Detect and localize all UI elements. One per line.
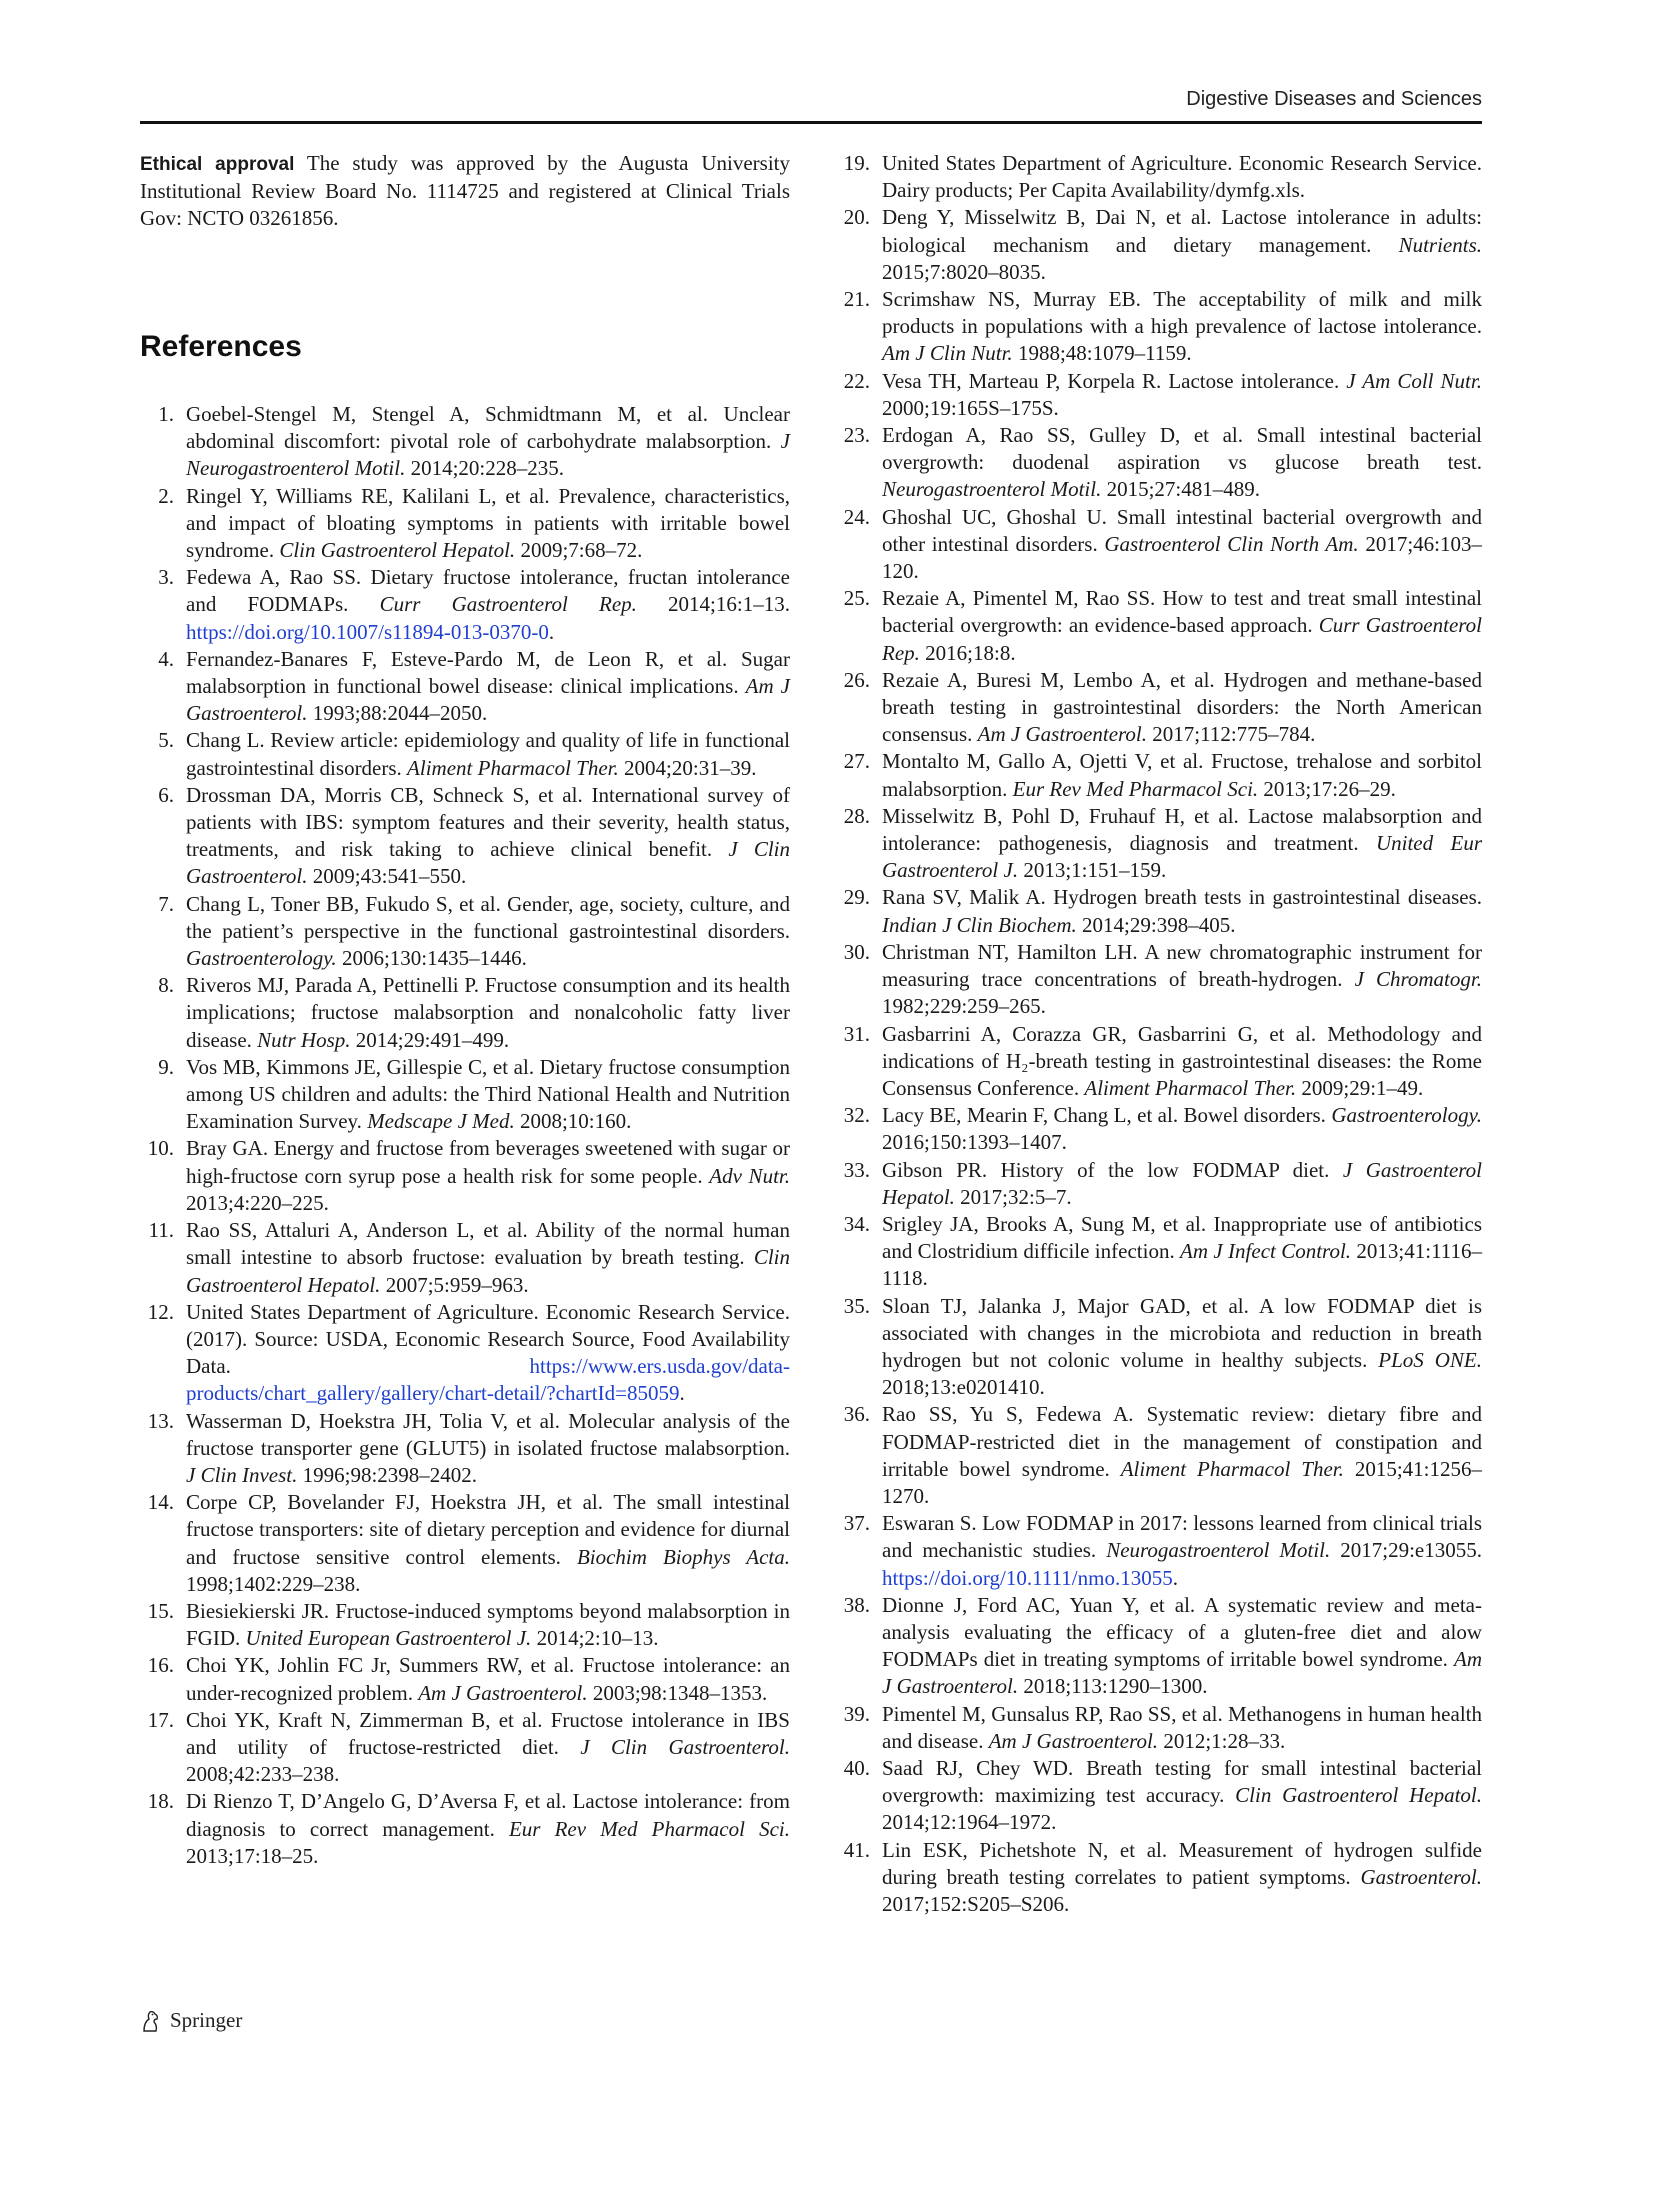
reference-authors-title: Bray GA. Energy and fructose from beverages sweetened with sugar or high-fructose corn syrup pose a health risk for some people. (186, 1136, 790, 1188)
reference-item (140, 646, 790, 728)
reference-end: . (679, 1381, 685, 1406)
reference-text (186, 1653, 790, 1704)
reference-link[interactable]: https://doi.org/10.1111/nmo.13055 (882, 1565, 1173, 1590)
reference-text (882, 885, 1482, 936)
reference-number: 21. (843, 287, 870, 312)
reference-number: 26. (843, 667, 870, 692)
reference-number: 23. (843, 423, 870, 448)
reference-text (186, 565, 790, 643)
reference-item (836, 1701, 1482, 1755)
reference-volume: 2013;1:151–159. (1018, 858, 1167, 883)
reference-number: 1. (158, 402, 174, 426)
reference-item (140, 727, 790, 781)
reference-journal: Clin Gastroenterol Hepatol. (279, 538, 516, 563)
reference-authors-title: Montalto M, Gallo A, Ojetti V, et al. Fructose, trehalose and sorbitol malabsorption. (882, 749, 1482, 801)
ethics-section (140, 150, 790, 233)
reference-volume: 2008;42:233–238. (186, 1762, 340, 1787)
reference-volume: 1993;88:2044–2050. (307, 701, 488, 726)
reference-authors-title: Chang L. Review article: epidemiology and quality of life in functional gastrointestinal disorders. (186, 728, 790, 780)
reference-number: 28. (843, 803, 870, 828)
reference-journal: Am J Gastroenterol. (988, 1728, 1159, 1753)
reference-authors-title: Fedewa A, Rao SS. Dietary fructose intolerance, fructan intolerance and FODMAPs. (186, 565, 790, 617)
reference-authors-title: Rao SS, Yu S, Fedewa A. Systematic review: dietary fibre and FODMAP-restricted diet in the management of constipation and irritable bowel syndrome. (882, 1402, 1482, 1481)
reference-authors-title: Vos MB, Kimmons JE, Gillespie C, et al. Dietary fructose consumption among US children and adults: the Third National Health and Nutrition Examination Survey. (186, 1054, 790, 1134)
reference-volume: 1982;229:259–265. (882, 994, 1046, 1019)
reference-authors-title: Saad RJ, Chey WD. Breath testing for small intestinal bacterial overgrowth: maximizing test accuracy. (882, 1755, 1482, 1808)
reference-volume: 2009;43:541–550. (307, 864, 467, 889)
reference-item (836, 422, 1482, 504)
reference-text (882, 423, 1482, 501)
reference-journal: Gastroenterol. (1360, 1864, 1482, 1889)
reference-item (836, 1211, 1482, 1293)
reference-text (882, 1158, 1482, 1209)
reference-volume: 2007;5:959–963. (380, 1272, 529, 1297)
references-heading: References (140, 330, 302, 363)
reference-item (836, 504, 1482, 586)
reference-item (836, 667, 1482, 749)
reference-item (140, 1652, 790, 1706)
reference-journal: Aliment Pharmacol Ther. (1084, 1075, 1297, 1100)
reference-volume: 2016;18:8. (919, 640, 1016, 665)
reference-volume: 2016;150:1393–1407. (882, 1130, 1067, 1155)
reference-text (186, 892, 790, 970)
reference-authors-title: Corpe CP, Bovelander FJ, Hoekstra JH, et al. The small intestinal fructose transporters: site of dietary perception and evidence for diurnal and fructose sensitive control elements. (186, 1490, 790, 1569)
references-list-left (140, 401, 790, 1870)
reference-volume: 2018;13:e0201410. (882, 1375, 1045, 1400)
references-list-right (836, 150, 1482, 1918)
reference-number: 30. (843, 939, 870, 964)
reference-item (836, 585, 1482, 667)
reference-authors-title: Choi YK, Kraft N, Zimmerman B, et al. Fructose intolerance in IBS and utility of fructose-restricted diet. (186, 1707, 790, 1759)
reference-number: 41. (843, 1837, 870, 1862)
reference-volume: 2013;4:220–225. (186, 1190, 329, 1215)
footer-publisher: Springer (170, 2008, 243, 2032)
reference-volume: 2014;29:398–405. (1076, 912, 1236, 937)
reference-number: 10. (147, 1136, 174, 1161)
ethics-paragraph (140, 150, 790, 233)
ethics-heading: Ethical approval (140, 154, 295, 175)
reference-volume: 2017;32:5–7. (954, 1184, 1072, 1209)
reference-item (836, 939, 1482, 1021)
reference-journal: Eur Rev Med Pharmacol Sci. (508, 1816, 790, 1841)
reference-journal: Am J Infect Control. (1180, 1239, 1352, 1264)
reference-journal: Am J Clin Nutr. (882, 341, 1013, 366)
reference-authors-title: Erdogan A, Rao SS, Gulley D, et al. Small intestinal bacterial overgrowth: duodenal aspiration vs glucose breath test. (882, 423, 1482, 475)
reference-journal: J Gastroenterol Hepatol. (882, 1157, 1482, 1209)
reference-number: 7. (158, 891, 174, 916)
reference-volume: 2003;98:1348–1353. (587, 1680, 768, 1705)
reference-item (836, 1401, 1482, 1510)
reference-journal: Clin Gastroenterol Hepatol. (1235, 1783, 1482, 1808)
journal-title: Digestive Diseases and Sciences (1186, 88, 1482, 110)
reference-text (882, 151, 1482, 202)
reference-text (882, 1022, 1482, 1100)
reference-number: 40. (843, 1755, 870, 1780)
reference-number: 13. (147, 1408, 174, 1433)
reference-volume: 2004;20:31–39. (618, 755, 757, 780)
reference-volume: 2000;19:165S–175S. (882, 395, 1059, 420)
reference-authors-title: United States Department of Agriculture. Economic Research Service. (2017). Source: USDA, Economic Research Source, Food Availability Data. (186, 1299, 790, 1379)
reference-number: 14. (147, 1490, 174, 1515)
reference-journal: Eur Rev Med Pharmacol Sci. (1012, 776, 1259, 801)
reference-text (186, 1409, 790, 1487)
reference-item (836, 1102, 1482, 1156)
reference-text (882, 287, 1482, 365)
reference-number: 33. (843, 1157, 870, 1182)
reference-volume: 2015;27:481–489. (1101, 477, 1260, 502)
reference-item (140, 1135, 790, 1217)
reference-number: 36. (843, 1402, 870, 1427)
reference-volume: 2013;17:26–29. (1258, 776, 1396, 801)
reference-text (186, 973, 790, 1051)
reference-text (882, 749, 1482, 800)
reference-authors-title: Chang L, Toner BB, Fukudo S, et al. Gender, age, society, culture, and the patient’s perspective in the functional gastrointestinal disorders. (186, 891, 790, 943)
reference-text (882, 940, 1482, 1018)
reference-item (140, 1408, 790, 1490)
reference-link[interactable]: https://doi.org/10.1007/s11894-013-0370-0 (186, 619, 549, 644)
reference-authors-title: Rao SS, Attaluri A, Anderson L, et al. Ability of the normal human small intestine to absorb fructose: evaluation by breath testing. (186, 1218, 790, 1270)
reference-number: 16. (147, 1653, 174, 1678)
reference-text (186, 647, 790, 725)
reference-volume: 1996;98:2398–2402. (297, 1462, 478, 1487)
reference-authors-title: Sloan TJ, Jalanka J, Major GAD, et al. A low FODMAP diet is associated with changes in the microbiota and reduction in breath hydrogen but not colonic volume in healthy subjects. (882, 1293, 1482, 1372)
reference-volume: 2012;1:28–33. (1158, 1728, 1286, 1753)
reference-number: 15. (147, 1598, 174, 1623)
reference-number: 38. (843, 1592, 870, 1617)
reference-authors-title: Rezaie A, Pimentel M, Rao SS. How to test and treat small intestinal bacterial overgrowth: an evidence-based approach. (882, 586, 1482, 638)
reference-journal: Clin Gastroenterol Hepatol. (186, 1245, 790, 1297)
reference-journal: Gastroenterology. (186, 946, 337, 971)
reference-authors-title: United States Department of Agriculture. Economic Research Service. Dairy products; Per Capita Availability/dymfg.xls. (882, 151, 1482, 203)
reference-text (882, 1212, 1482, 1290)
reference-volume: 2015;7:8020–8035. (882, 259, 1046, 284)
reference-authors-title: Biesiekierski JR. Fructose-induced symptoms beyond malabsorption in FGID. (186, 1598, 790, 1651)
reference-journal: Gastroenterology. (1331, 1103, 1482, 1128)
reference-authors-title: Gibson PR. History of the low FODMAP diet. (882, 1157, 1343, 1182)
reference-journal: Aliment Pharmacol Ther. (407, 755, 619, 780)
reference-text (186, 1300, 790, 1406)
reference-text (882, 586, 1482, 664)
reference-volume: 2013;41:1116–1118. (882, 1239, 1483, 1291)
reference-journal: Curr Gastroenterol Rep. (379, 592, 637, 617)
reference-volume: 2015;41:1256–1270. (882, 1456, 1483, 1508)
reference-volume: 1998;1402:229–238. (186, 1571, 361, 1596)
reference-volume: 2009;7:68–72. (515, 538, 643, 563)
reference-journal: Am J Gastroenterol. (186, 674, 790, 726)
reference-item (836, 1293, 1482, 1402)
reference-item (140, 1707, 790, 1789)
reference-item (140, 1788, 790, 1870)
reference-journal: United European Gastroenterol J. (245, 1626, 532, 1651)
reference-number: 25. (843, 586, 870, 611)
reference-number: 32. (843, 1103, 870, 1128)
reference-volume: 2008;10:160. (514, 1109, 632, 1134)
reference-end: . (1172, 1565, 1178, 1590)
reference-authors-title: Ringel Y, Williams RE, Kalilani L, et al. Prevalence, characteristics, and impact of bloating symptoms in patients with irritable bowel syndrome. (186, 483, 790, 563)
reference-journal: United Eur Gastroenterol J. (882, 831, 1482, 883)
reference-journal: J Am Coll Nutr. (1346, 368, 1482, 393)
reference-number: 29. (843, 885, 870, 910)
reference-authors-title: Scrimshaw NS, Murray EB. The acceptability of milk and milk products in populations with a high prevalence of lactose intolerance. (882, 287, 1482, 339)
reference-authors-title: Drossman DA, Morris CB, Schneck S, et al. International survey of patients with IBS: symptom features and their severity, health status, treatments, and risk taking to achieve clinical benefit. (186, 782, 790, 862)
reference-text (882, 668, 1482, 746)
reference-journal: Biochim Biophys Acta. (576, 1544, 790, 1569)
reference-text (882, 1402, 1482, 1508)
reference-number: 34. (843, 1211, 870, 1236)
reference-authors-title: Rana SV, Malik A. Hydrogen breath tests in gastrointestinal diseases. (882, 885, 1482, 910)
reference-journal: J Neurogastroenterol Motil. (186, 429, 790, 481)
reference-number: 11. (148, 1218, 174, 1243)
reference-text (882, 1593, 1482, 1699)
reference-volume: 2014;12:1964–1972. (882, 1810, 1057, 1835)
reference-volume: 2014;2:10–13. (531, 1626, 659, 1651)
reference-text (186, 783, 790, 889)
reference-volume: 2013;17:18–25. (186, 1843, 319, 1868)
reference-item (836, 1592, 1482, 1701)
reference-journal: J Chromatogr. (1354, 967, 1482, 992)
reference-journal: J Clin Invest. (186, 1462, 298, 1487)
reference-number: 24. (843, 504, 870, 529)
reference-journal: Nutrients. (1398, 232, 1482, 257)
reference-text (882, 1294, 1482, 1400)
footer (140, 2008, 242, 2033)
reference-authors-title: Goebel-Stengel M, Stengel A, Schmidtmann M, et al. Unclear abdominal discomfort: pivotal role of carbohydrate malabsorption. (186, 402, 790, 454)
reference-text (882, 505, 1482, 583)
reference-text (882, 1511, 1482, 1589)
reference-authors-title: Eswaran S. Low FODMAP in 2017: lessons learned from clinical trials and mechanistic studies. (882, 1511, 1482, 1563)
reference-authors-title: Pimentel M, Gunsalus RP, Rao SS, et al. Methanogens in human health and disease. (882, 1701, 1482, 1753)
reference-item (836, 150, 1482, 204)
reference-authors-title: Lin ESK, Pichetshote N, et al. Measurement of hydrogen sulfide during breath testing correlates to patient symptoms. (882, 1837, 1482, 1889)
reference-journal: Gastroenterol Clin North Am. (1104, 531, 1359, 556)
reference-volume: 2014;20:228–235. (405, 456, 564, 481)
reference-number: 19. (843, 151, 870, 175)
reference-journal: Aliment Pharmacol Ther. (1120, 1456, 1344, 1481)
reference-number: 8. (158, 973, 174, 998)
reference-authors-title: Vesa TH, Marteau P, Korpela R. Lactose intolerance. (882, 368, 1347, 393)
reference-journal: PLoS ONE. (1378, 1347, 1482, 1372)
reference-item (836, 368, 1482, 422)
reference-item (140, 1489, 790, 1598)
reference-number: 31. (843, 1021, 870, 1046)
reference-item (836, 1755, 1482, 1837)
reference-text (882, 1103, 1482, 1154)
reference-text (186, 402, 790, 480)
reference-number: 18. (147, 1789, 174, 1814)
reference-item (140, 401, 790, 483)
reference-item (140, 1054, 790, 1136)
reference-authors-title: Fernandez-Banares F, Esteve-Pardo M, de Leon R, et al. Sugar malabsorption in functional bowel disease: clinical implications. (186, 646, 790, 699)
reference-text (186, 728, 790, 779)
reference-number: 12. (147, 1299, 174, 1324)
reference-item (836, 803, 1482, 885)
reference-text (186, 1599, 790, 1650)
reference-item (836, 286, 1482, 368)
reference-item (836, 748, 1482, 802)
reference-journal: Am J Gastroenterol. (882, 1647, 1482, 1699)
reference-text (882, 1702, 1482, 1753)
reference-number: 22. (843, 368, 870, 393)
reference-end: . (548, 619, 555, 644)
reference-journal: Neurogastroenterol Motil. (882, 477, 1102, 502)
reference-journal: Curr Gastroenterol Rep. (882, 613, 1483, 665)
reference-number: 2. (158, 483, 174, 508)
reference-item (836, 1021, 1482, 1103)
reference-volume: 2014;29:491–499. (350, 1027, 510, 1052)
reference-volume: 2017;46:103–120. (882, 531, 1483, 584)
reference-number: 17. (147, 1707, 174, 1732)
reference-journal: Neurogastroenterol Motil. (1106, 1538, 1331, 1563)
reference-text (186, 1789, 790, 1867)
reference-volume: 2009;29:1–49. (1296, 1075, 1424, 1100)
reference-item (836, 1510, 1482, 1592)
reference-journal: J Clin Gastroenterol. (186, 837, 790, 889)
reference-text (882, 804, 1482, 882)
reference-authors-title: Deng Y, Misselwitz B, Dai N, et al. Lactose intolerance in adults: biological mechanism and dietary management. (882, 205, 1482, 257)
reference-item (140, 564, 790, 646)
reference-item (140, 1217, 790, 1299)
reference-item (140, 1299, 790, 1408)
reference-text (882, 1838, 1482, 1916)
reference-number: 39. (843, 1701, 870, 1726)
reference-volume: 1988;48:1079–1159. (1012, 341, 1192, 366)
reference-link[interactable]: https://www.ers.usda.gov/data-products/chart_gallery/gallery/chart-detail/?chartId=85059 (186, 1354, 790, 1406)
reference-text (186, 1218, 790, 1296)
reference-authors-title: Lacy BE, Mearin F, Chang L, et al. Bowel disorders. (882, 1103, 1332, 1128)
reference-text (186, 1708, 790, 1786)
reference-text (186, 1055, 790, 1133)
reference-authors-title: Dionne J, Ford AC, Yuan Y, et al. A systematic review and meta-analysis evaluating the efficacy of a gluten-free diet and alow FODMAPs diet in treating symptoms of irritable bowel syndrome. (882, 1592, 1482, 1672)
reference-volume: 2017;152:S205–S206. (882, 1892, 1070, 1916)
reference-authors-title: Di Rienzo T, D’Angelo G, D’Aversa F, et al. Lactose intolerance: from diagnosis to correct management. (186, 1789, 790, 1841)
reference-journal: Adv Nutr. (709, 1163, 790, 1188)
reference-number: 37. (843, 1511, 870, 1536)
reference-authors-title: Christman NT, Hamilton LH. A new chromatographic instrument for measuring trace concentrations of breath-hydrogen. (882, 939, 1482, 992)
reference-text (882, 1756, 1482, 1834)
reference-number: 3. (158, 565, 174, 590)
reference-item (140, 782, 790, 891)
reference-text (186, 1490, 790, 1596)
reference-number: 20. (843, 205, 870, 230)
reference-volume: 2014;16:1–13. (636, 592, 790, 617)
reference-number: 5. (158, 728, 174, 753)
reference-number: 9. (158, 1054, 174, 1079)
reference-journal: Am J Gastroenterol. (418, 1680, 588, 1705)
reference-item (140, 972, 790, 1054)
reference-number: 27. (843, 749, 870, 774)
reference-authors-title: Gasbarrini A, Corazza GR, Gasbarrini G, et al. Methodology and indications of H₂-breath testing in gastrointestinal diseases: the Rome Consensus Conference. (882, 1021, 1482, 1100)
reference-item (836, 1157, 1482, 1211)
reference-authors-title: Wasserman D, Hoekstra JH, Tolia V, et al. Molecular analysis of the fructose transporter gene (GLUT5) in isolated fructose malabsorption. (186, 1408, 790, 1460)
reference-authors-title: Ghoshal UC, Ghoshal U. Small intestinal bacterial overgrowth and other intestinal disorders. (882, 504, 1482, 556)
reference-authors-title: Misselwitz B, Pohl D, Fruhauf H, et al. Lactose malabsorption and intolerance: pathogenesis, diagnosis and treatment. (882, 803, 1482, 856)
reference-text (882, 205, 1482, 283)
reference-journal: Nutr Hosp. (257, 1027, 351, 1052)
reference-authors-title: Riveros MJ, Parada A, Pettinelli P. Fructose consumption and its health implications; fructose malabsorption and nonalcoholic fatty liver disease. (186, 973, 790, 1052)
reference-journal: Indian J Clin Biochem. (882, 912, 1077, 937)
reference-number: 35. (843, 1293, 870, 1318)
reference-journal: Medscape J Med. (367, 1109, 515, 1134)
reference-authors-title: Rezaie A, Buresi M, Lembo A, et al. Hydrogen and methane-based breath testing in gastrointestinal disorders: the North American consensus. (882, 667, 1482, 747)
reference-text (186, 1136, 790, 1214)
reference-item (836, 204, 1482, 286)
reference-volume: 2017;29:e13055. (1330, 1538, 1482, 1563)
springer-horse-icon (140, 2009, 162, 2033)
reference-journal: J Clin Gastroenterol. (580, 1734, 790, 1759)
reference-journal: Am J Gastroenterol. (977, 722, 1148, 747)
reference-item (140, 483, 790, 565)
reference-authors-title: Srigley JA, Brooks A, Sung M, et al. Inappropriate use of antibiotics and Clostridium difficile infection. (882, 1211, 1482, 1264)
reference-item (140, 891, 790, 973)
reference-item (140, 1598, 790, 1652)
reference-volume: 2017;112:775–784. (1147, 722, 1316, 747)
reference-item (836, 884, 1482, 938)
reference-volume: 2018;113:1290–1300. (1018, 1674, 1208, 1699)
reference-text (186, 484, 790, 562)
header-rule (140, 121, 1482, 124)
reference-volume: 2006;130:1435–1446. (336, 946, 527, 971)
reference-number: 6. (158, 782, 174, 807)
reference-item (836, 1837, 1482, 1919)
reference-text (882, 369, 1482, 420)
reference-number: 4. (158, 646, 174, 671)
ethics-text: The study was approved by the Augusta University Institutional Review Board No. 1114725 and registered at Clinical Trials Gov: NCTO 03261856. (140, 151, 790, 231)
reference-authors-title: Choi YK, Johlin FC Jr, Summers RW, et al. Fructose intolerance: an under-recognized problem. (186, 1653, 790, 1705)
